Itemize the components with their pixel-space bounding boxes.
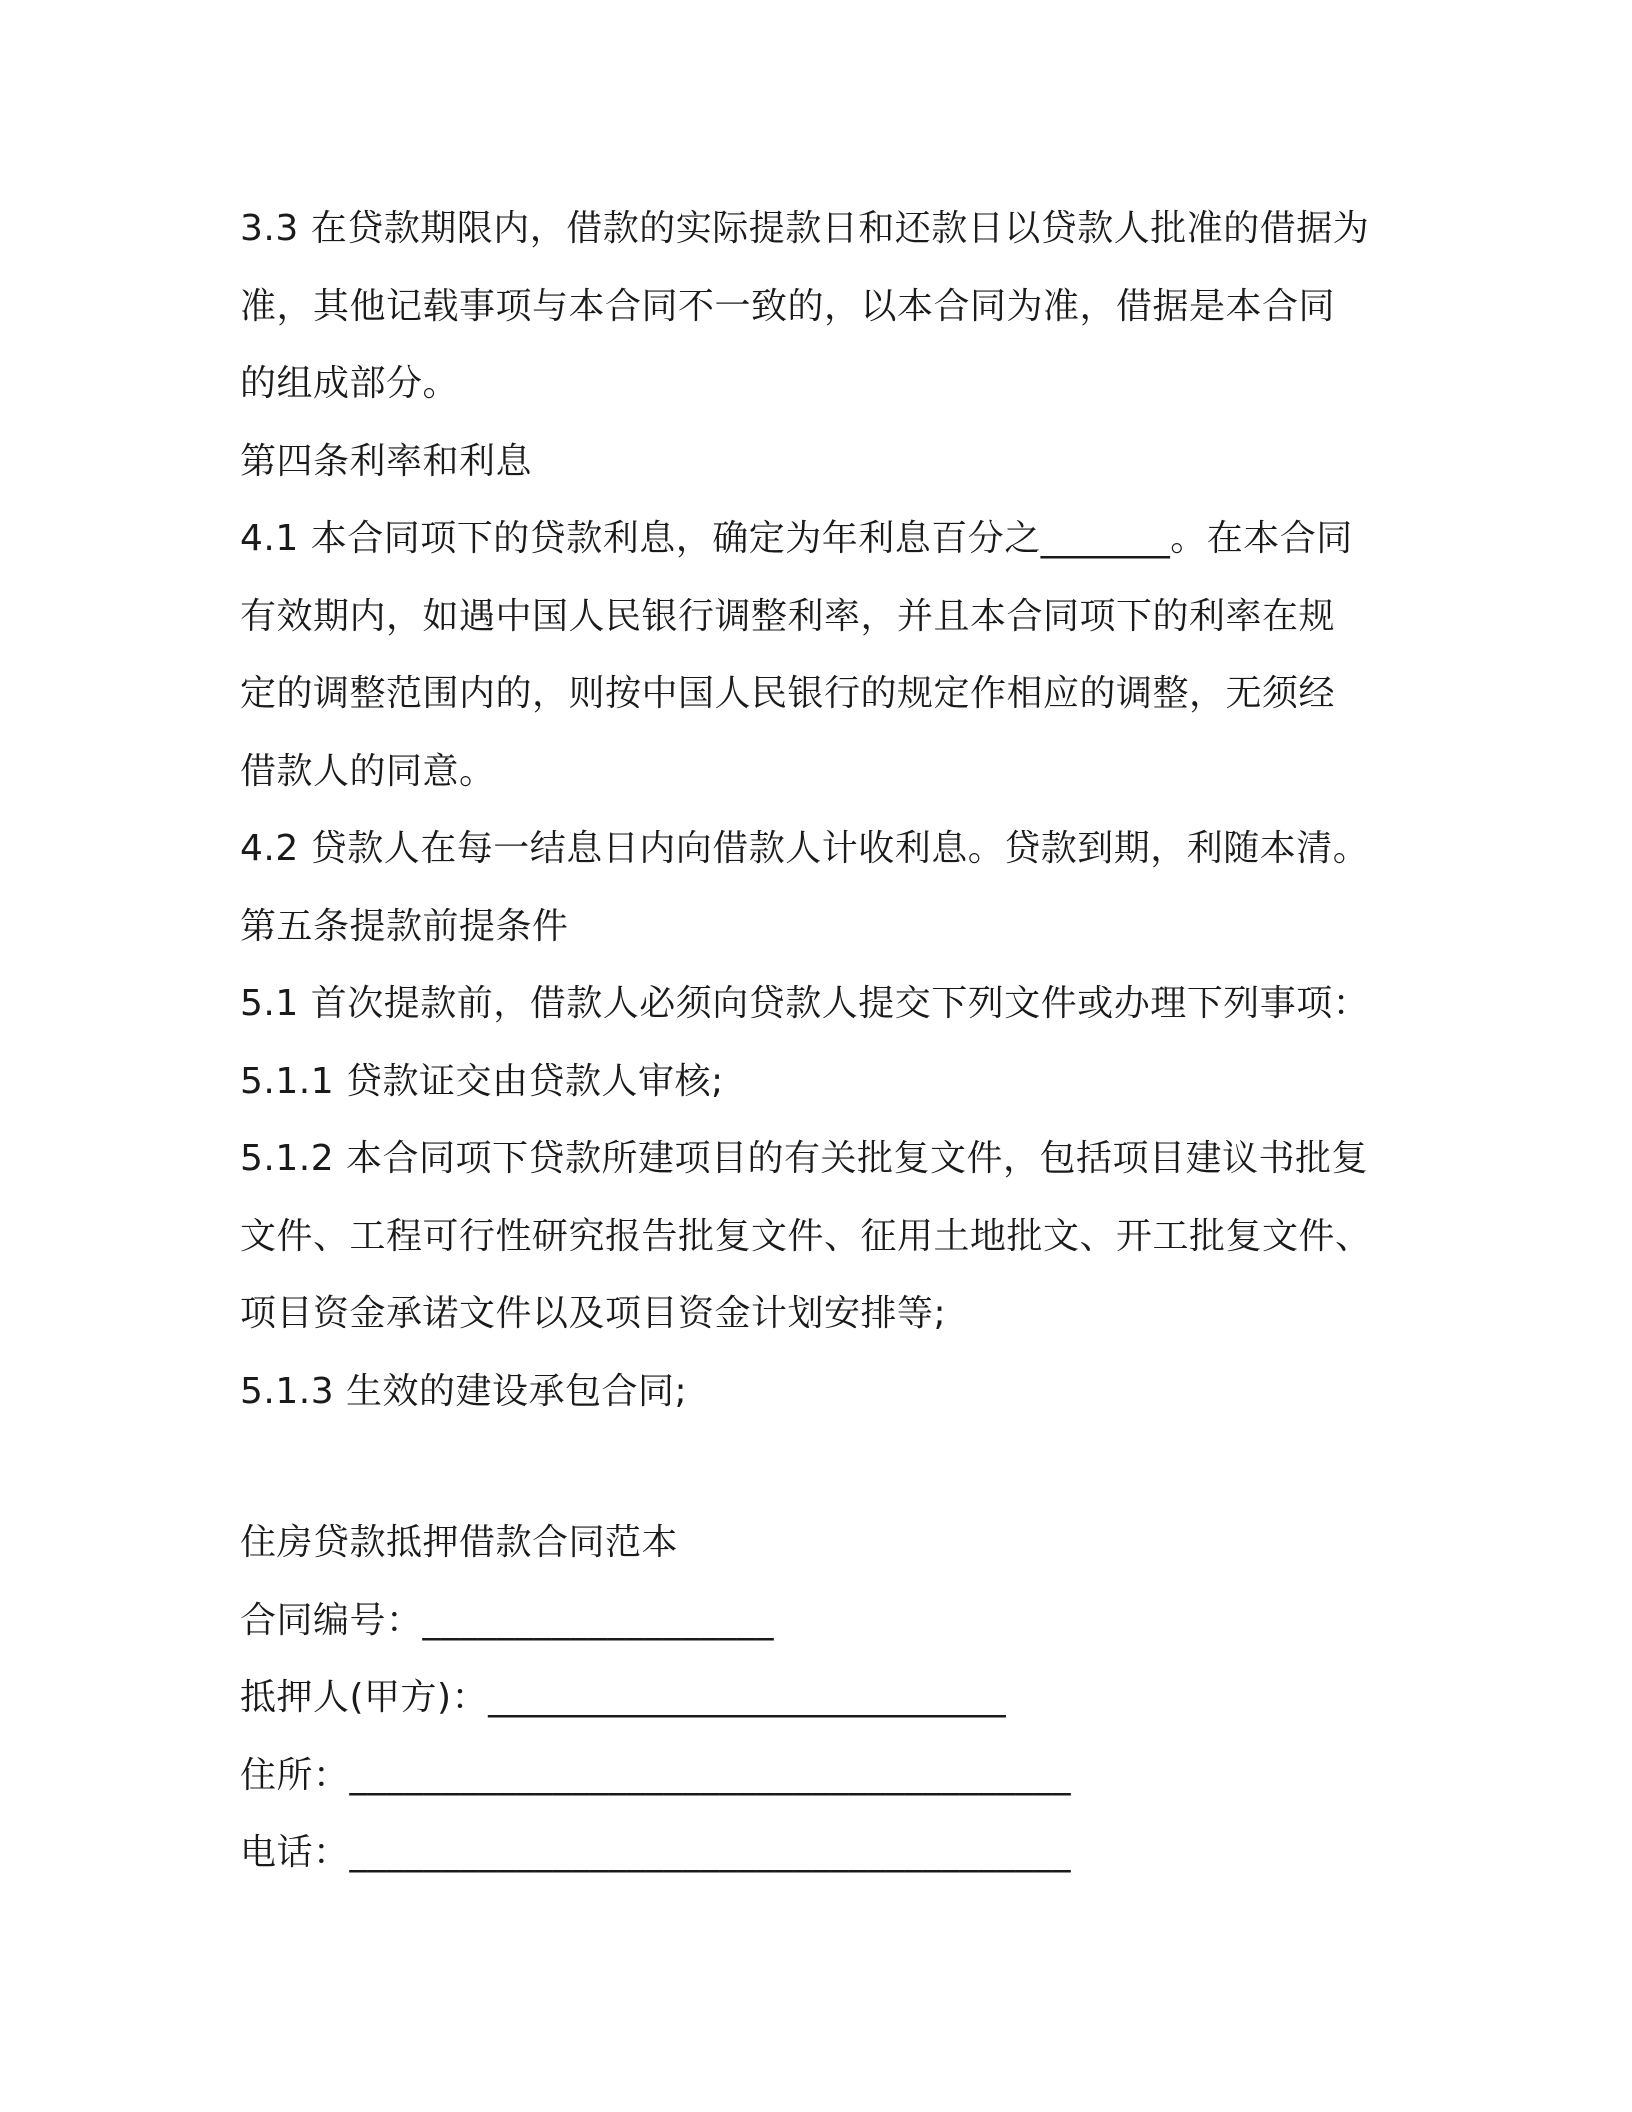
- section-spacer: [240, 1430, 1400, 1504]
- phone-field: 电话：_______________________________________: [240, 1832, 1072, 1873]
- clause-5-1-1: 5.1.1 贷款证交由贷款人审核;: [240, 1060, 724, 1102]
- clause-5-1: 5.1 首次提款前，借款人必须向贷款人提交下列文件或办理下列事项：: [240, 983, 1370, 1024]
- document-body: [240, 190, 1400, 1892]
- clause-4-1-line-3: 定的调整范围内的，则按中国人民银行的规定作相应的调整，无须经: [240, 673, 1336, 714]
- clause-4-1-line-2: 有效期内，如遇中国人民银行调整利率，并且本合同项下的利率在规: [240, 595, 1336, 637]
- article-4-heading: 第四条利率和利息: [240, 440, 533, 482]
- clause-5-1-2-line-1: 5.1.2 本合同项下贷款所建项目的有关批复文件，包括项目建议书批复: [240, 1138, 1369, 1179]
- clause-5-1-2-line-2: 文件、工程可行性研究报告批复文件、征用土地批文、开工批复文件、: [240, 1215, 1372, 1257]
- contract-title: 住房贷款抵押借款合同范本: [240, 1522, 679, 1563]
- mortgagor-field: 抵押人(甲方)：____________________________: [240, 1677, 1007, 1718]
- clause-4-1-line-1: 4.1 本合同项下的贷款利息，确定为年利息百分之_______。在本合同: [240, 518, 1353, 559]
- clause-4-2: 4.2 贷款人在每一结息日内向借款人计收利息。贷款到期，利随本清。: [240, 828, 1370, 869]
- clause-4-1-line-4: 借款人的同意。: [240, 750, 496, 792]
- contract-number-field: 合同编号：___________________: [240, 1599, 775, 1641]
- clause-5-1-3: 5.1.3 生效的建设承包合同;: [240, 1370, 688, 1412]
- clause-3-3-line-3: 的组成部分。: [240, 363, 460, 404]
- address-field: 住所：_______________________________________: [240, 1754, 1072, 1796]
- clause-3-3-line-2: 准，其他记载事项与本合同不一致的，以本合同为准，借据是本合同: [240, 285, 1336, 327]
- clause-5-1-2-line-3: 项目资金承诺文件以及项目资金计划安排等;: [240, 1293, 947, 1334]
- clause-3-3-line-1: 3.3 在贷款期限内，借款的实际提款日和还款日以贷款人批准的借据为: [240, 208, 1370, 249]
- article-5-heading: 第五条提款前提条件: [240, 905, 569, 947]
